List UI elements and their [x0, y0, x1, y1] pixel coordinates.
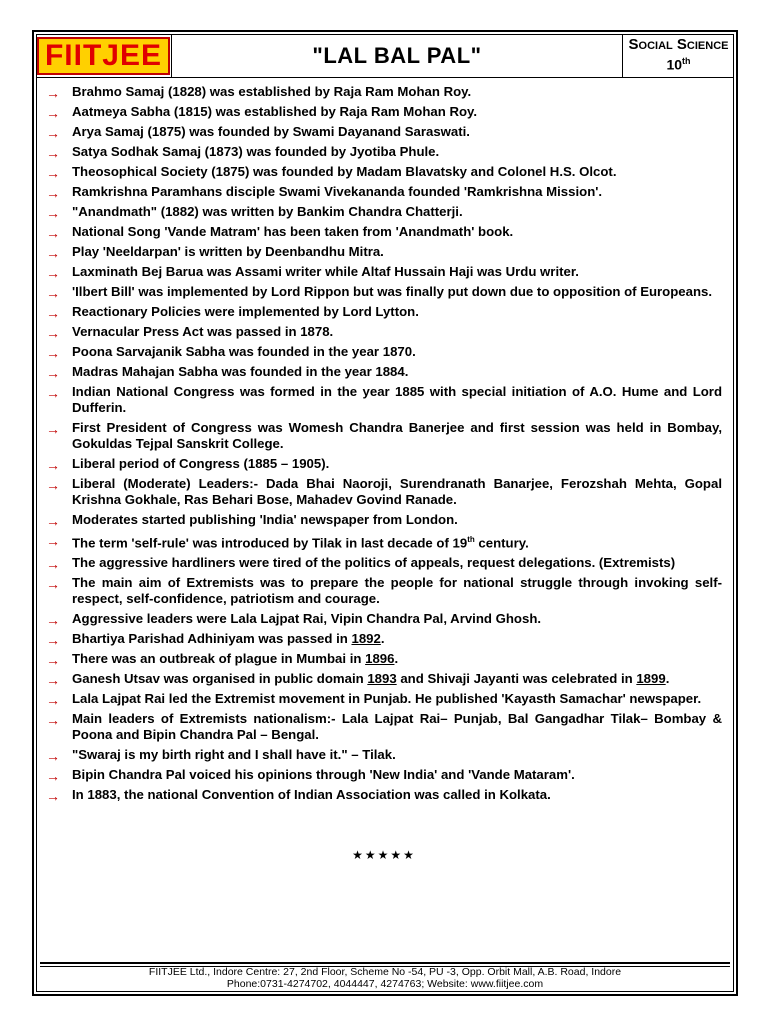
right-arrow-icon: →: [46, 712, 60, 729]
item-text: "Anandmath" (1882) was written by Bankim Chandra Chatterji.: [72, 204, 463, 219]
right-arrow-icon: →: [46, 533, 60, 549]
right-arrow-icon: →: [46, 457, 60, 473]
item-text: Lala Lajpat Rai led the Extremist movement in Punjab. He published 'Kayasth Samachar' newspaper.: [72, 691, 702, 707]
list-item: [46, 555, 722, 571]
item-text: and Shivaji Jayanti was celebrated in: [396, 671, 637, 687]
list-item: [46, 456, 722, 472]
list-item: [46, 747, 722, 763]
right-arrow-icon: →: [46, 285, 60, 301]
subject-cell: [622, 34, 734, 77]
item-text: Play 'Neeldarpan' is written by Deenbandhu Mitra.: [72, 244, 384, 259]
right-arrow-icon: →: [46, 672, 60, 689]
right-arrow-icon: →: [46, 652, 60, 669]
item-text: Main leaders of Extremists nationalism:- Lala Lajpat Rai– Punjab, Bal Gangadhar Tilak– Bombay & Poona and Bipin Chandra Pal – Bengal.: [72, 711, 722, 743]
grade-label: [623, 53, 734, 73]
right-arrow-icon: →: [46, 305, 60, 321]
list-item: [46, 611, 722, 627]
right-arrow-icon: →: [46, 145, 60, 161]
logo-text: FIITJEE: [44, 38, 163, 72]
item-text: Brahmo Samaj (1828) was established by Raja Ram Mohan Roy.: [72, 84, 472, 99]
list-item: [46, 767, 722, 783]
right-arrow-icon: →: [46, 205, 60, 221]
item-text: Arya Samaj (1875) was founded by Swami Dayanand Saraswati.: [72, 124, 470, 139]
right-arrow-icon: →: [46, 325, 60, 341]
list-item: [46, 104, 722, 120]
right-arrow-icon: →: [46, 612, 60, 629]
right-arrow-icon: →: [46, 265, 60, 281]
right-arrow-icon: →: [46, 748, 60, 765]
list-item: [46, 532, 722, 551]
underlined-year: 1893: [367, 671, 397, 687]
list-item: [46, 264, 722, 280]
right-arrow-icon: →: [46, 421, 60, 437]
page-title: "LAL BAL PAL": [312, 42, 482, 68]
grade-suffix: th: [682, 56, 691, 66]
item-text: Liberal period of Congress (1885 – 1905).: [72, 456, 330, 471]
item-text: The term 'self-rule' was introduced by Tilak in last decade of 19: [72, 535, 468, 551]
right-arrow-icon: →: [46, 105, 60, 121]
list-item: [46, 124, 722, 140]
list-item: [46, 631, 722, 647]
list-item: [46, 512, 722, 528]
list-item: [46, 384, 722, 416]
right-arrow-icon: →: [46, 165, 60, 181]
right-arrow-icon: →: [46, 576, 60, 593]
right-arrow-icon: →: [46, 185, 60, 201]
item-text: The main aim of Extremists was to prepare the people for national struggle through invoking self-respect, self-confidence, patriotism and courage.: [72, 575, 722, 607]
right-arrow-icon: →: [46, 85, 60, 101]
right-arrow-icon: →: [46, 125, 60, 141]
list-item: [46, 691, 722, 707]
list-item: [46, 204, 722, 220]
list-item: [46, 144, 722, 160]
right-arrow-icon: →: [46, 692, 60, 709]
item-text: 'Ilbert Bill' was implemented by Lord Rippon but was finally put down due to opposition of Europeans.: [72, 284, 713, 299]
item-text: .: [380, 631, 385, 647]
item-text: Theosophical Society (1875) was founded by Madam Blavatsky and Colonel H.S. Olcot.: [72, 164, 617, 179]
right-arrow-icon: →: [46, 768, 60, 785]
logo-cell: [36, 34, 172, 77]
item-text: .: [665, 671, 670, 687]
right-arrow-icon: →: [46, 365, 60, 381]
right-arrow-icon: →: [46, 556, 60, 573]
item-text: In 1883, the national Convention of Indian Association was called in Kolkata.: [72, 787, 551, 803]
item-text: Bhartiya Parishad Adhiniyam was passed in: [72, 631, 352, 647]
item-text: Madras Mahajan Sabha was founded in the year 1884.: [72, 364, 409, 379]
right-arrow-icon: →: [46, 385, 60, 401]
item-text: Aggressive leaders were Lala Lajpat Rai, Vipin Chandra Pal, Arvind Ghosh.: [72, 611, 542, 627]
item-text: Bipin Chandra Pal voiced his opinions through 'New India' and 'Vande Mataram'.: [72, 767, 575, 783]
underlined-year: 1896: [365, 651, 395, 667]
list-item: [46, 344, 722, 360]
list-item: [46, 164, 722, 180]
item-text: Poona Sarvajanik Sabha was founded in the year 1870.: [72, 344, 416, 359]
list-item: [46, 284, 722, 300]
right-arrow-icon: →: [46, 345, 60, 361]
item-text: First President of Congress was Womesh Chandra Banerjee and first session was held in Bombay, Gokuldas Tejpal Sanskrit College.: [72, 420, 722, 451]
underlined-year: 1899: [636, 671, 666, 687]
item-text: Ramkrishna Paramhans disciple Swami Vivekananda founded 'Ramkrishna Mission'.: [72, 184, 603, 199]
right-arrow-icon: →: [46, 245, 60, 261]
item-sup: th: [467, 535, 475, 544]
list-item: [46, 304, 722, 320]
right-arrow-icon: →: [46, 788, 60, 805]
header: [36, 34, 734, 78]
list-item: [46, 651, 722, 667]
list-item: [46, 671, 722, 687]
list-item: [46, 244, 722, 260]
list-item: [46, 575, 722, 607]
underlined-year: 1892: [351, 631, 381, 647]
list-item: [46, 420, 722, 452]
list-item: [46, 184, 722, 200]
footer-rule: [40, 962, 730, 964]
item-text: Aatmeya Sabha (1815) was established by Raja Ram Mohan Roy.: [72, 104, 478, 119]
end-stars: ★★★★★: [352, 848, 416, 862]
item-text: The aggressive hardliners were tired of the politics of appeals, request delegations. (Extremists): [72, 555, 676, 571]
item-text: Satya Sodhak Samaj (1873) was founded by Jyotiba Phule.: [72, 144, 440, 159]
item-text: Indian National Congress was formed in the year 1885 with special initiation of A.O. Hume and Lord Dufferin.: [72, 384, 722, 415]
item-text: century.: [474, 535, 529, 551]
grade-number: 10: [666, 56, 683, 73]
item-text: Moderates started publishing 'India' newspaper from London.: [72, 512, 458, 527]
list-item: [46, 224, 722, 240]
footer: [36, 966, 734, 990]
list-item: [46, 324, 722, 340]
fiitjee-logo: [37, 37, 170, 75]
item-text: Vernacular Press Act was passed in 1878.: [72, 324, 334, 339]
list-item: [46, 84, 722, 100]
item-text: Ganesh Utsav was organised in public domain: [72, 671, 368, 687]
list-item: [46, 787, 722, 803]
footer-address: FIITJEE Ltd., Indore Centre: 27, 2nd Floor, Scheme No -54, PU -3, Opp. Orbit Mall, A.B. Road, Indore: [148, 966, 622, 978]
item-text: Reactionary Policies were implemented by Lord Lytton.: [72, 304, 419, 319]
item-text: National Song 'Vande Matram' has been taken from 'Anandmath' book.: [72, 224, 514, 239]
item-text: Liberal (Moderate) Leaders:- Dada Bhai Naoroji, Surendranath Banarjee, Ferozshah Mehta, Gopal Krishna Gokhale, Ras Behari Bose, Mahadev Govind Ranade.: [72, 476, 722, 507]
right-arrow-icon: →: [46, 477, 60, 493]
right-arrow-icon: →: [46, 225, 60, 241]
fact-list: [46, 84, 722, 807]
list-item: [46, 711, 722, 743]
footer-contact: Phone:0731-4274702, 4044447, 4274763; Website: www.fiitjee.com: [226, 978, 544, 990]
right-arrow-icon: →: [46, 632, 60, 649]
item-text: "Swaraj is my birth right and I shall have it." – Tilak.: [72, 747, 396, 763]
right-arrow-icon: →: [46, 513, 60, 529]
list-item: [46, 476, 722, 508]
item-text: There was an outbreak of plague in Mumbai in: [72, 651, 366, 667]
list-item: [46, 364, 722, 380]
item-text: .: [394, 651, 399, 667]
item-text: Laxminath Bej Barua was Assami writer while Altaf Hussain Haji was Urdu writer.: [72, 264, 579, 279]
subject-label: Social Science: [628, 36, 729, 53]
